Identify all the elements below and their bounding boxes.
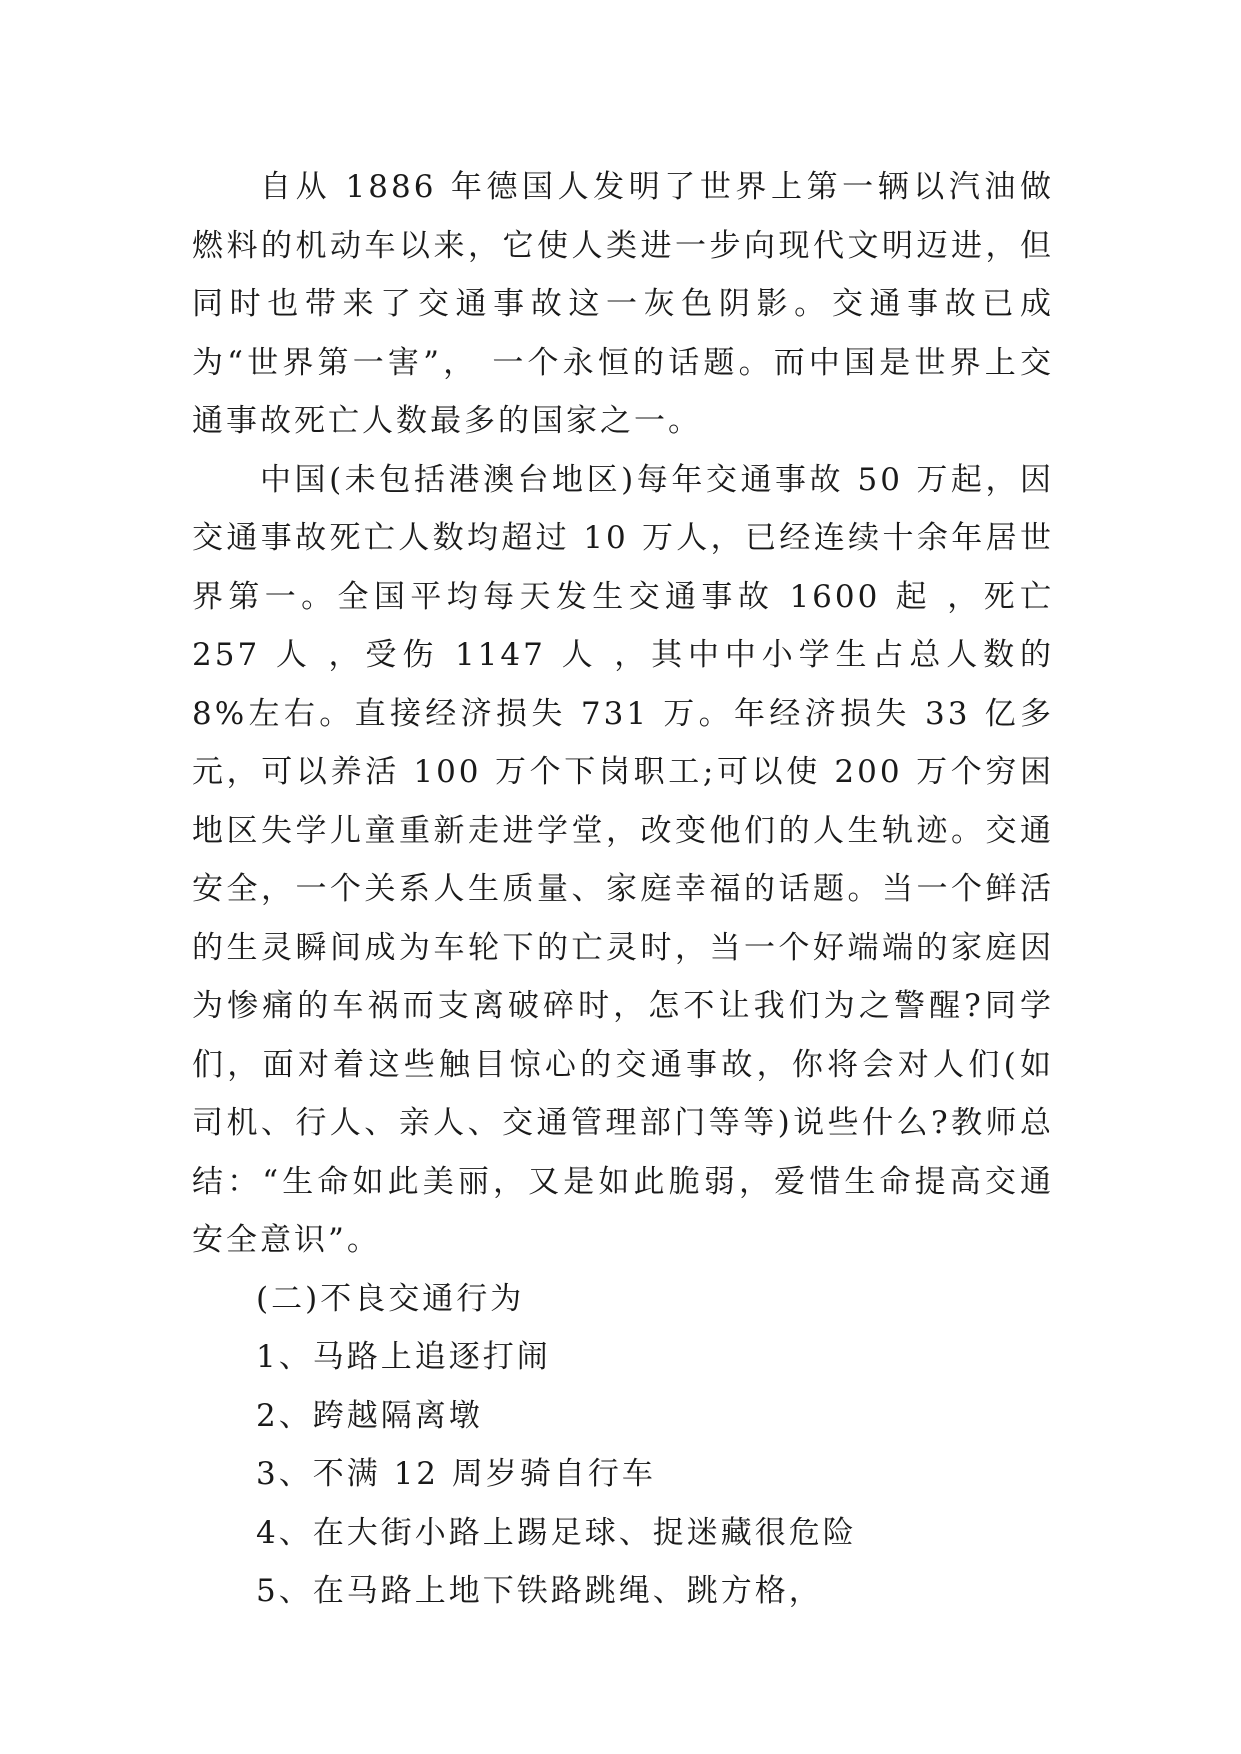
section-heading: (二)不良交通行为 bbox=[256, 1280, 525, 1317]
list-item: 2、跨越隔离墩 bbox=[256, 1397, 483, 1434]
document-body bbox=[192, 158, 1054, 1621]
list-item: 1、马路上追逐打闹 bbox=[256, 1339, 551, 1375]
paragraph-statistics: 中国(未包括港澳台地区)每年交通事故 50 万起，因交通事故死亡人数均超过 10 万人，已经连续十余年居世界第一。全国平均每天发生交通事故 1600 起 ，死亡 257 人 ，受伤 1147 人 ，其中中小学生占总人数的 8%左右。直接经济损失 731 万。年经济损失 33 亿多元，可以养活 100 万个下岗职工;可以使 200 万个穷困地区失学儿童重新走进学堂，改变他们的人生轨迹。交通安全，一个关系人生质量、家庭幸福的话题。当一个鲜活的生灵瞬间成为车轮下的亡灵时，当一个好端端的家庭因为惨痛的车祸而支离破碎时，怎不让我们为之警醒?同学们，面对着这些触目惊心的交通事故，你将会对人们(如司机、行人、亲人、交通管理部门等等)说些什么?教师总结：“生命如此美丽，又是如此脆弱，爱惜生命提高交通安全意识”。 bbox=[192, 461, 1054, 1258]
paragraph-intro: 自从 1886 年德国人发明了世界上第一辆以汽油做燃料的机动车以来，它使人类进一步向现代文明迈进，但同时也带来了交通事故这一灰色阴影。交通事故已成为“世界第一害”， 一个永恒的话题。而中国是世界上交通事故死亡人数最多的国家之一。 bbox=[192, 169, 1054, 439]
list-item: 4、在大街小路上踢足球、捉迷藏很危险 bbox=[256, 1514, 857, 1551]
list-item: 3、不满 12 周岁骑自行车 bbox=[256, 1456, 656, 1492]
list-item: 5、在马路上地下铁路跳绳、跳方格， bbox=[256, 1573, 823, 1609]
